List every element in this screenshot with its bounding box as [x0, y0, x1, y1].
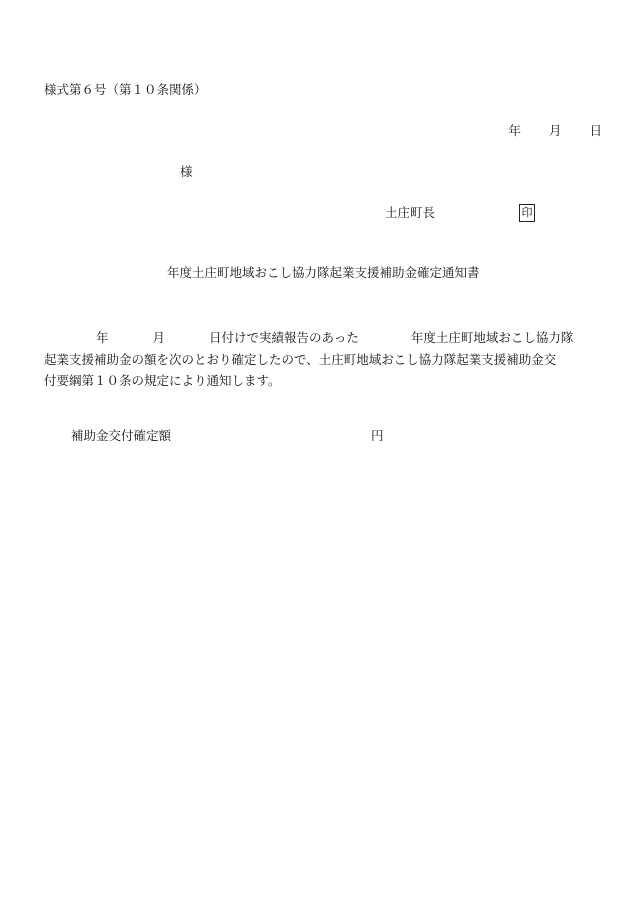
body-year-label: 年 — [96, 330, 109, 345]
body-text-part1: 日付けで実績報告のあった — [209, 330, 359, 345]
date-line — [508, 125, 602, 138]
form-number: 様式第６号（第１０条関係） — [44, 82, 207, 97]
body-line-1 — [44, 327, 602, 349]
body-text-part2: 年度土庄町地域おこし協力隊 — [410, 330, 574, 345]
date-month-label: 月 — [548, 123, 562, 138]
amount-label: 補助金交付確定額 — [71, 428, 172, 443]
seal-mark: 印 — [519, 204, 535, 222]
issuer-title: 土庄町長 — [385, 205, 436, 220]
amount-unit: 円 — [371, 428, 384, 443]
date-year-label: 年 — [508, 123, 521, 138]
date-day-label: 日 — [589, 123, 602, 138]
body-paragraph — [44, 327, 602, 392]
addressee-suffix: 様 — [180, 164, 193, 179]
body-line-3: 付要綱第１０条の規定により通知します。 — [44, 373, 281, 388]
body-month-label: 月 — [152, 330, 166, 345]
body-line-2: 起業支援補助金の額を次のとおり確定したので、土庄町地域おこし協力隊起業支援補助金交 — [44, 351, 557, 367]
document-title: 年度土庄町地域おこし協力隊起業支援補助金確定通知書 — [167, 265, 480, 280]
